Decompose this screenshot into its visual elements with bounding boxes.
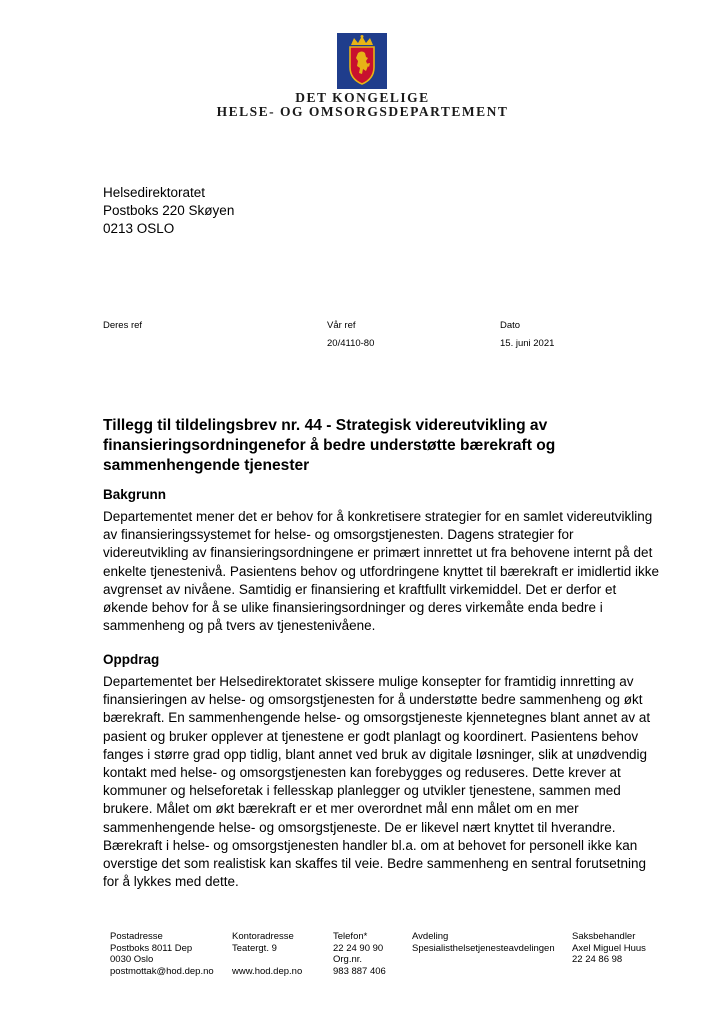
dato-label: Dato <box>500 320 521 331</box>
recipient-street: Postboks 220 Skøyen <box>103 203 235 218</box>
department-title-line1: DET KONGELIGE <box>295 90 430 105</box>
dato-value: 15. juni 2021 <box>500 338 555 349</box>
footer-label: Kontoradresse <box>232 931 294 942</box>
footer-saksbehandler <box>572 931 646 977</box>
body-line: Departementet ber Helsedirektoratet skissere mulige konsepter for framtidig innretting av <box>103 674 634 689</box>
body-line: kommuner og helseforetak i fellesskap planlegger og utvikler tjenestene, sammen med <box>103 783 621 799</box>
footer-value <box>232 954 302 966</box>
body-line: økende behov for å se ulike finansieringsordninger og deres virkemåte enda bedre i <box>103 600 603 616</box>
var-ref-label: Vår ref <box>327 320 356 331</box>
body-line: sammenhengende helse- og omsorgstjeneste. De er likevel nært knyttet til hverandre. <box>103 819 616 835</box>
footer-postadresse <box>110 931 214 977</box>
body-line: finansieringen av helse- og omsorgstjenesten for å understøtte bedre sammenheng og økt <box>103 692 643 708</box>
footer-value: Teatergt. 9 <box>232 942 277 954</box>
footer-telefon <box>333 931 386 977</box>
footer-kontoradresse <box>232 931 302 977</box>
body-line: fanges i større grad opp tidlig, blant annet ved bruk av digitale løsninger, slik at unødvendig <box>103 746 648 762</box>
title-line: sammenhengende tjenester <box>103 457 310 474</box>
deres-ref-label: Deres ref <box>103 320 143 331</box>
body-line: kontakt med helse- og omsorgstjenesten kan forebygges og reduseres. Dette krever at <box>103 765 621 781</box>
footer-value: Spesialisthelsetjenesteavdelingen <box>412 942 555 954</box>
body-line: videreutvikling av finansieringsordningene er primært innrettet ut fra behovene internt på det <box>103 545 653 561</box>
heading-oppdrag: Oppdrag <box>103 652 160 667</box>
recipient-name: Helsedirektoratet <box>103 185 206 200</box>
body-line: for å lykkes med dette. <box>103 874 239 890</box>
body-line: Bærekraft i helse- og omsorgstjenesten handler bl.a. om at behovet for personell ikke kan <box>103 837 638 853</box>
body-line: sammenheng og på tvers av tjenestenivåene. <box>103 618 376 634</box>
footer-label: Postadresse <box>110 931 163 942</box>
footer-value: 983 887 406 <box>333 965 386 977</box>
footer-label: Avdeling <box>412 931 449 942</box>
footer-label: Telefon* <box>333 931 368 942</box>
paragraph-bakgrunn <box>103 508 659 635</box>
letter-title <box>103 416 663 476</box>
title-line: finansieringsordningenefor å bedre understøtte bærekraft og <box>103 437 556 454</box>
footer-email[interactable]: postmottak@hod.dep.no <box>110 965 214 977</box>
recipient-address <box>103 184 234 238</box>
body-line: enkelte tjenestenivå. Pasientens behov og utfordringene knyttet til bærekraft er imidlertid ikke <box>103 563 660 579</box>
heading-bakgrunn: Bakgrunn <box>103 487 167 502</box>
coat-of-arms-icon <box>337 33 387 89</box>
body-line: overstige det som realistisk kan skaffes til veie. Bedre sammenheng en sentral forutsetning <box>103 856 647 872</box>
body-line: avgrenset av nivåene. Samtidig er finansiering et kraftfullt virkemiddel. Det er derfor et <box>103 581 617 597</box>
footer-website[interactable]: www.hod.dep.no <box>232 965 303 977</box>
footer-value: 0030 Oslo <box>110 954 154 966</box>
footer-label: Org.nr. <box>333 954 363 966</box>
footer-value <box>572 966 646 978</box>
footer-avdeling <box>412 931 555 977</box>
body-line: bærekraft. En sammenhengende helse- og omsorgstjeneste kjennetegnes blant annet av at <box>103 710 651 726</box>
var-ref-value: 20/4110-80 <box>327 338 375 349</box>
title-line: Tillegg til tildelingsbrev nr. 44 - Strategisk videreutvikling av <box>103 417 548 434</box>
body-line: brukere. Målet om økt bærekraft er et mer overordnet mål enn målet om en mer <box>103 801 579 817</box>
body-line: Departementet mener det er behov for å konkretisere strategier for en samlet videreutvikling <box>103 509 653 524</box>
department-title-line2: HELSE- OG OMSORGSDEPARTEMENT <box>216 104 509 119</box>
footer-value <box>412 954 555 966</box>
body-line: pasient og bruker opplever at tjenestene er godt planlagt og koordinert. Pasientens behov <box>103 728 639 744</box>
paragraph-oppdrag <box>103 673 650 891</box>
footer-value: 22 24 86 98 <box>572 954 623 966</box>
recipient-city: 0213 OSLO <box>103 221 175 236</box>
footer-value <box>412 966 555 978</box>
footer-label: Saksbehandler <box>572 931 636 942</box>
footer-value: Postboks 8011 Dep <box>110 942 193 954</box>
body-line: av finansieringssystemet for helse- og omsorgstjenesten. Dagens strategier for <box>103 527 574 543</box>
footer-value: Axel Miguel Huus <box>572 942 646 954</box>
footer-value: 22 24 90 90 <box>333 942 384 954</box>
